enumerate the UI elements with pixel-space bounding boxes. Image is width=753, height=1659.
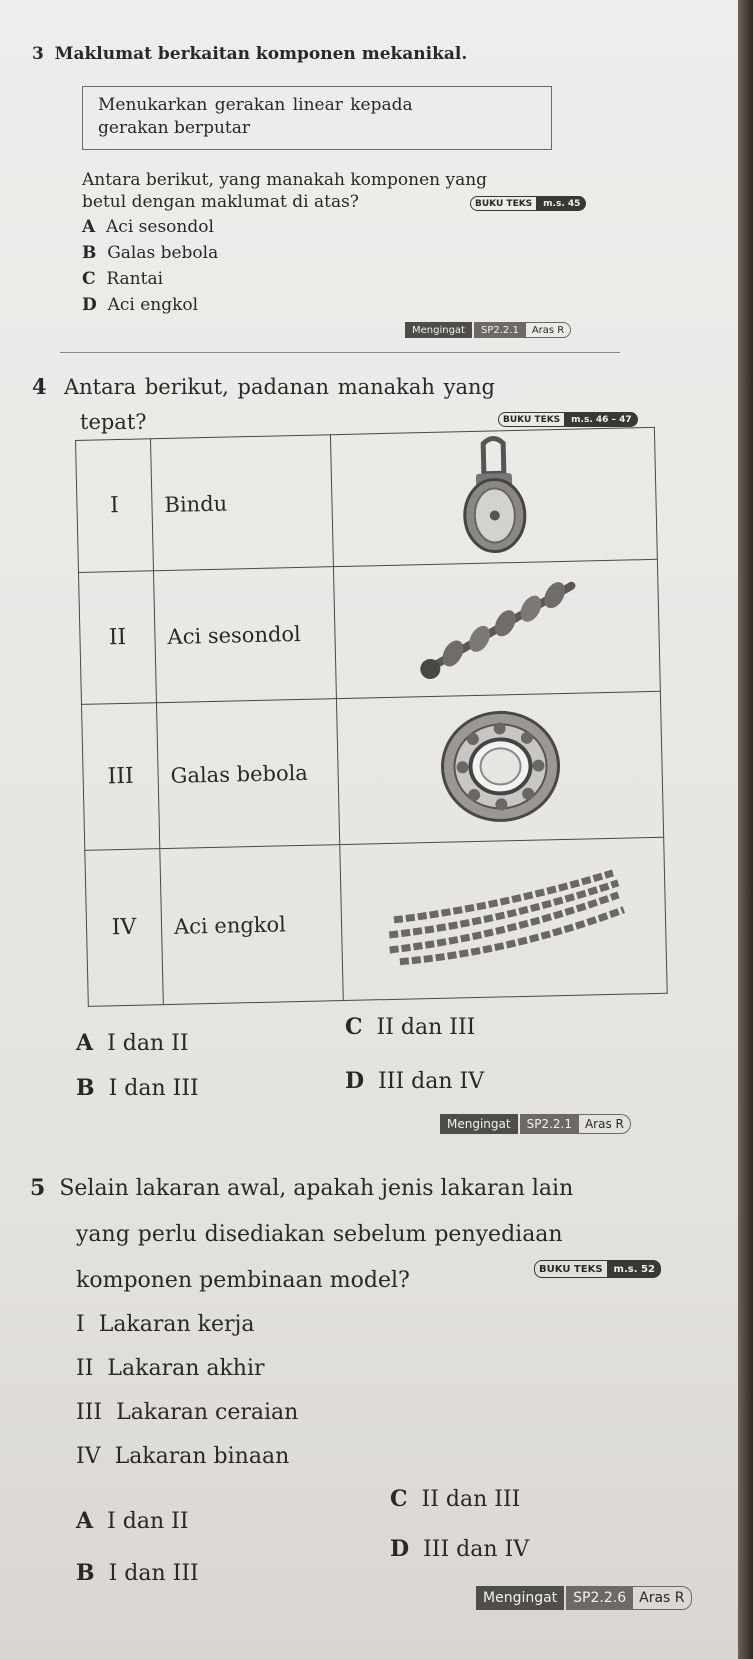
q5-book-ref-label: BUKU TEKS bbox=[534, 1260, 608, 1278]
q5-item-4-num: IV bbox=[76, 1444, 101, 1469]
q5-tag bbox=[476, 1586, 692, 1610]
row-number: III bbox=[82, 703, 160, 851]
q3-option-c-text: Rantai bbox=[106, 269, 164, 289]
row-label: Bindu bbox=[150, 435, 333, 571]
q4-option-d-letter: D bbox=[345, 1068, 365, 1094]
q5-question-line1: Selain lakaran awal, apakah jenis lakaran lain bbox=[59, 1176, 574, 1201]
q4-number: 4 bbox=[32, 374, 47, 399]
q4-tag bbox=[440, 1114, 631, 1134]
q4-book-ref-page: m.s. 46 – 47 bbox=[565, 412, 638, 427]
q5-item-2-num: II bbox=[76, 1356, 94, 1381]
q5-option-c-text: II dan III bbox=[421, 1487, 521, 1512]
q4-question-line2: tepat? bbox=[80, 410, 147, 434]
q3-tag bbox=[405, 322, 571, 338]
q3-book-ref-label: BUKU TEKS bbox=[470, 196, 537, 211]
q3-question-line2: betul dengan maklumat di atas? bbox=[82, 192, 359, 212]
q5-book-ref bbox=[534, 1260, 661, 1278]
q5-option-a bbox=[76, 1508, 189, 1534]
q5-option-b-letter: B bbox=[76, 1560, 95, 1586]
q3-option-d bbox=[82, 295, 198, 315]
q4-option-d bbox=[345, 1068, 484, 1094]
q3-option-d-letter: D bbox=[82, 295, 97, 315]
q3-question-line1: Antara berikut, yang manakah komponen yang bbox=[82, 170, 488, 190]
q4-tag-code: SP2.2.1 bbox=[520, 1114, 579, 1134]
row-number: IV bbox=[85, 849, 164, 1007]
chain-icon bbox=[340, 837, 667, 1000]
q5-tag-code: SP2.2.6 bbox=[566, 1586, 633, 1610]
q4-option-d-text: III dan IV bbox=[378, 1069, 485, 1094]
q5-item-3-text: Lakaran ceraian bbox=[116, 1400, 299, 1425]
q5-option-b-text: I dan III bbox=[108, 1561, 199, 1586]
q5-item-1-text: Lakaran kerja bbox=[98, 1312, 255, 1337]
q5-heading bbox=[30, 1175, 573, 1201]
q5-option-d-letter: D bbox=[390, 1536, 410, 1562]
q3-tag-code: SP2.2.1 bbox=[474, 322, 526, 338]
q4-option-b bbox=[76, 1075, 199, 1101]
divider bbox=[60, 352, 620, 353]
q5-number: 5 bbox=[30, 1175, 46, 1201]
q3-statement-line2: gerakan berputar bbox=[98, 118, 250, 138]
q3-option-a bbox=[82, 217, 214, 237]
q3-option-a-text: Aci sesondol bbox=[106, 217, 214, 237]
q5-tag-level: Mengingat bbox=[476, 1586, 564, 1610]
q5-book-ref-page: m.s. 52 bbox=[608, 1260, 661, 1278]
q4-option-b-letter: B bbox=[76, 1075, 95, 1101]
q4-option-a-text: I dan II bbox=[107, 1031, 189, 1056]
row-label: Aci sesondol bbox=[153, 567, 336, 703]
q4-option-a bbox=[76, 1030, 189, 1056]
q4-question-line1: Antara berikut, padanan manakah yang bbox=[63, 375, 495, 399]
pulley-icon bbox=[330, 427, 657, 566]
q4-option-c bbox=[345, 1014, 475, 1040]
q4-heading bbox=[32, 374, 495, 399]
q5-option-b bbox=[76, 1560, 199, 1586]
q3-tag-level: Mengingat bbox=[405, 322, 472, 338]
q5-option-c bbox=[390, 1486, 520, 1512]
row-label: Galas bebola bbox=[156, 699, 339, 849]
q5-item-4-text: Lakaran binaan bbox=[114, 1444, 290, 1469]
q3-book-ref-page: m.s. 45 bbox=[537, 196, 586, 211]
ball-bearing-icon bbox=[336, 691, 663, 844]
q5-option-c-letter: C bbox=[390, 1486, 408, 1512]
q5-item-2-text: Lakaran akhir bbox=[107, 1356, 265, 1381]
q5-item-3 bbox=[76, 1400, 298, 1425]
table-row bbox=[79, 559, 661, 704]
q3-option-c-letter: C bbox=[82, 269, 96, 289]
q4-matching-table bbox=[75, 427, 668, 1007]
q3-tag-aras: Aras R bbox=[526, 322, 571, 338]
row-number: II bbox=[79, 571, 157, 705]
q5-option-d bbox=[390, 1536, 529, 1562]
q3-option-b-letter: B bbox=[82, 243, 97, 263]
q5-item-1 bbox=[76, 1312, 254, 1337]
q4-tag-aras: Aras R bbox=[579, 1114, 631, 1134]
q5-question-line2: yang perlu disediakan sebelum penyediaan bbox=[76, 1222, 563, 1247]
q5-tag-aras: Aras R bbox=[633, 1586, 691, 1610]
q3-option-a-letter: A bbox=[82, 217, 96, 237]
row-number: I bbox=[76, 439, 154, 573]
q4-book-ref bbox=[498, 412, 638, 427]
q5-question-line3: komponen pembinaan model? bbox=[76, 1268, 410, 1293]
q4-option-c-letter: C bbox=[345, 1014, 363, 1040]
q3-option-d-text: Aci engkol bbox=[107, 295, 199, 315]
q4-option-c-text: II dan III bbox=[376, 1015, 476, 1040]
q5-item-2 bbox=[76, 1356, 265, 1381]
page-edge-shadow bbox=[738, 0, 753, 1659]
q4-option-a-letter: A bbox=[76, 1030, 94, 1056]
q3-option-b bbox=[82, 243, 218, 263]
table-row bbox=[82, 691, 664, 850]
q4-option-b-text: I dan III bbox=[108, 1076, 199, 1101]
q4-tag-level: Mengingat bbox=[440, 1114, 518, 1134]
row-label: Aci engkol bbox=[160, 845, 343, 1005]
q5-item-4 bbox=[76, 1444, 289, 1469]
q3-heading bbox=[32, 44, 467, 64]
q3-option-b-text: Galas bebola bbox=[107, 243, 219, 263]
table-row bbox=[76, 427, 658, 572]
q3-title: Maklumat berkaitan komponen mekanikal. bbox=[54, 44, 468, 64]
q3-option-c bbox=[82, 269, 163, 289]
q4-book-ref-label: BUKU TEKS bbox=[498, 412, 565, 427]
q3-statement-line1: Menukarkan gerakan linear kepada bbox=[98, 95, 413, 115]
q3-number: 3 bbox=[32, 44, 44, 64]
q5-option-a-text: I dan II bbox=[107, 1509, 189, 1534]
q5-option-d-text: III dan IV bbox=[423, 1537, 530, 1562]
table-row bbox=[85, 837, 667, 1006]
q3-book-ref bbox=[470, 196, 586, 211]
q5-item-1-num: I bbox=[76, 1312, 85, 1337]
q5-option-a-letter: A bbox=[76, 1508, 94, 1534]
q5-item-3-num: III bbox=[76, 1400, 103, 1425]
camshaft-icon bbox=[333, 559, 660, 698]
